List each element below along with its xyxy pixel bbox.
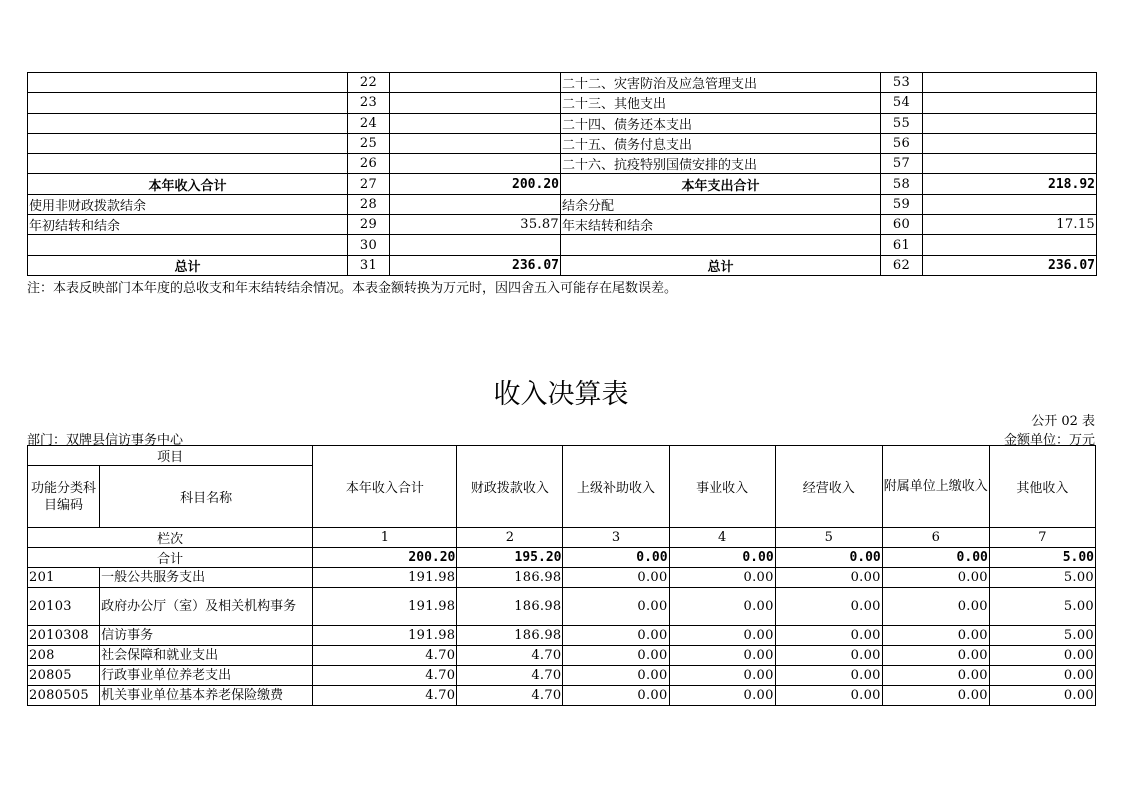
left-amount bbox=[390, 113, 561, 133]
func-code: 201 bbox=[28, 568, 100, 588]
total-value: 0.00 bbox=[882, 548, 989, 568]
amount: 0.00 bbox=[563, 646, 669, 666]
header-col: 上级补助收入 bbox=[563, 446, 669, 528]
amount: 0.00 bbox=[775, 646, 882, 666]
amount: 0.00 bbox=[563, 686, 669, 706]
left-amount bbox=[390, 194, 561, 214]
right-label: 结余分配 bbox=[561, 194, 881, 214]
header-func-code: 功能分类科目编码 bbox=[28, 466, 100, 528]
right-amount bbox=[923, 113, 1097, 133]
table-row bbox=[28, 113, 1097, 133]
amount: 0.00 bbox=[882, 626, 989, 646]
table-row bbox=[28, 568, 1096, 588]
amount: 4.70 bbox=[457, 646, 563, 666]
balance-summary-table bbox=[27, 72, 1097, 276]
table-row bbox=[28, 133, 1097, 153]
form-code: 公开 02 表 bbox=[1031, 414, 1095, 429]
income-table bbox=[27, 445, 1096, 706]
amount: 186.98 bbox=[457, 568, 563, 588]
row-no-label: 栏次 bbox=[28, 528, 313, 548]
amount: 186.98 bbox=[457, 626, 563, 646]
total-value: 0.00 bbox=[563, 548, 669, 568]
amount: 0.00 bbox=[563, 588, 669, 626]
row-no: 4 bbox=[669, 528, 775, 548]
left-label bbox=[28, 93, 348, 113]
right-row-no: 60 bbox=[881, 215, 923, 235]
amount: 4.70 bbox=[457, 686, 563, 706]
table-row bbox=[28, 235, 1097, 255]
left-row-no: 22 bbox=[348, 73, 390, 93]
func-code: 208 bbox=[28, 646, 100, 666]
table-row bbox=[28, 154, 1097, 174]
amount: 0.00 bbox=[775, 666, 882, 686]
right-label: 年末结转和结余 bbox=[561, 215, 881, 235]
header-col: 本年收入合计 bbox=[313, 446, 457, 528]
table-row bbox=[28, 215, 1097, 235]
amount: 0.00 bbox=[989, 686, 1095, 706]
amount: 0.00 bbox=[669, 646, 775, 666]
right-row-no: 59 bbox=[881, 194, 923, 214]
right-row-no: 56 bbox=[881, 133, 923, 153]
table-row bbox=[28, 666, 1096, 686]
right-amount bbox=[923, 154, 1097, 174]
header-subject-name: 科目名称 bbox=[100, 466, 313, 528]
header-col: 经营收入 bbox=[775, 446, 882, 528]
right-label: 本年支出合计 bbox=[561, 174, 881, 194]
amount: 0.00 bbox=[989, 646, 1095, 666]
row-no: 6 bbox=[882, 528, 989, 548]
right-amount: 218.92 bbox=[923, 174, 1097, 194]
left-label: 本年收入合计 bbox=[28, 174, 348, 194]
table-row bbox=[28, 626, 1096, 646]
amount: 191.98 bbox=[313, 568, 457, 588]
left-row-no: 30 bbox=[348, 235, 390, 255]
left-label bbox=[28, 113, 348, 133]
amount: 0.00 bbox=[669, 666, 775, 686]
func-code: 20805 bbox=[28, 666, 100, 686]
row-no: 1 bbox=[313, 528, 457, 548]
total-value: 0.00 bbox=[669, 548, 775, 568]
amount: 0.00 bbox=[669, 588, 775, 626]
amount: 186.98 bbox=[457, 588, 563, 626]
right-label: 总计 bbox=[561, 255, 881, 275]
right-row-no: 54 bbox=[881, 93, 923, 113]
row-no: 3 bbox=[563, 528, 669, 548]
left-amount bbox=[390, 93, 561, 113]
left-amount: 236.07 bbox=[390, 255, 561, 275]
table-row bbox=[28, 174, 1097, 194]
subject-name: 信访事务 bbox=[100, 626, 313, 646]
amount: 0.00 bbox=[775, 626, 882, 646]
left-amount bbox=[390, 235, 561, 255]
func-code: 2010308 bbox=[28, 626, 100, 646]
amount: 0.00 bbox=[775, 588, 882, 626]
amount: 0.00 bbox=[775, 568, 882, 588]
header-col: 财政拨款收入 bbox=[457, 446, 563, 528]
table-row bbox=[28, 686, 1096, 706]
amount: 5.00 bbox=[989, 626, 1095, 646]
right-amount: 236.07 bbox=[923, 255, 1097, 275]
amount: 0.00 bbox=[882, 686, 989, 706]
subject-name: 一般公共服务支出 bbox=[100, 568, 313, 588]
right-amount bbox=[923, 133, 1097, 153]
left-row-no: 29 bbox=[348, 215, 390, 235]
amount: 0.00 bbox=[882, 568, 989, 588]
amount: 0.00 bbox=[563, 666, 669, 686]
left-amount bbox=[390, 154, 561, 174]
amount: 0.00 bbox=[563, 568, 669, 588]
amount: 0.00 bbox=[882, 646, 989, 666]
right-label: 二十六、抗疫特别国债安排的支出 bbox=[561, 154, 881, 174]
func-code: 20103 bbox=[28, 588, 100, 626]
right-label: 二十四、债务还本支出 bbox=[561, 113, 881, 133]
subject-name: 机关事业单位基本养老保险缴费 bbox=[100, 686, 313, 706]
row-no: 2 bbox=[457, 528, 563, 548]
table-note: 注：本表反映部门本年度的总收支和年末结转结余情况。本表金额转换为万元时，因四舍五入可能存在尾数误差。 bbox=[27, 281, 678, 296]
right-label: 二十三、其他支出 bbox=[561, 93, 881, 113]
left-amount bbox=[390, 73, 561, 93]
subject-name: 政府办公厅（室）及相关机构事务 bbox=[100, 588, 313, 626]
amount: 0.00 bbox=[775, 686, 882, 706]
right-row-no: 58 bbox=[881, 174, 923, 194]
table-row bbox=[28, 646, 1096, 666]
right-amount bbox=[923, 194, 1097, 214]
right-label bbox=[561, 235, 881, 255]
amount: 4.70 bbox=[313, 666, 457, 686]
amount: 0.00 bbox=[882, 666, 989, 686]
table-row bbox=[28, 194, 1097, 214]
total-value: 0.00 bbox=[775, 548, 882, 568]
right-row-no: 61 bbox=[881, 235, 923, 255]
amount: 191.98 bbox=[313, 626, 457, 646]
amount: 0.00 bbox=[669, 626, 775, 646]
amount: 0.00 bbox=[669, 686, 775, 706]
amount: 5.00 bbox=[989, 568, 1095, 588]
left-amount: 200.20 bbox=[390, 174, 561, 194]
left-label: 总计 bbox=[28, 255, 348, 275]
right-row-no: 57 bbox=[881, 154, 923, 174]
left-row-no: 23 bbox=[348, 93, 390, 113]
total-value: 5.00 bbox=[989, 548, 1095, 568]
department-label: 部门：双牌县信访事务中心 bbox=[27, 433, 184, 448]
total-value: 195.20 bbox=[457, 548, 563, 568]
header-project: 项目 bbox=[28, 446, 313, 466]
left-label bbox=[28, 235, 348, 255]
page-title: 收入决算表 bbox=[493, 379, 629, 410]
left-row-no: 25 bbox=[348, 133, 390, 153]
left-label bbox=[28, 73, 348, 93]
amount: 0.00 bbox=[669, 568, 775, 588]
left-label: 年初结转和结余 bbox=[28, 215, 348, 235]
left-row-no: 28 bbox=[348, 194, 390, 214]
left-amount bbox=[390, 133, 561, 153]
row-no: 7 bbox=[989, 528, 1095, 548]
amount: 0.00 bbox=[563, 626, 669, 646]
left-row-no: 26 bbox=[348, 154, 390, 174]
func-code: 2080505 bbox=[28, 686, 100, 706]
right-label: 二十五、债务付息支出 bbox=[561, 133, 881, 153]
amount: 4.70 bbox=[313, 646, 457, 666]
header-col: 其他收入 bbox=[989, 446, 1095, 528]
right-row-no: 62 bbox=[881, 255, 923, 275]
left-label bbox=[28, 133, 348, 153]
right-amount bbox=[923, 73, 1097, 93]
table-row bbox=[28, 588, 1096, 626]
right-amount bbox=[923, 93, 1097, 113]
row-no: 5 bbox=[775, 528, 882, 548]
amount: 4.70 bbox=[457, 666, 563, 686]
total-value: 200.20 bbox=[313, 548, 457, 568]
unit-label: 金额单位：万元 bbox=[1003, 433, 1095, 448]
right-amount: 17.15 bbox=[923, 215, 1097, 235]
right-row-no: 55 bbox=[881, 113, 923, 133]
header-col: 附属单位上缴收入 bbox=[882, 446, 989, 528]
table-row bbox=[28, 73, 1097, 93]
amount: 5.00 bbox=[989, 588, 1095, 626]
amount: 4.70 bbox=[313, 686, 457, 706]
left-row-no: 24 bbox=[348, 113, 390, 133]
header-col: 事业收入 bbox=[669, 446, 775, 528]
table-row bbox=[28, 255, 1097, 275]
right-row-no: 53 bbox=[881, 73, 923, 93]
amount: 0.00 bbox=[882, 588, 989, 626]
left-row-no: 31 bbox=[348, 255, 390, 275]
total-label: 合计 bbox=[28, 548, 313, 568]
right-label: 二十二、灾害防治及应急管理支出 bbox=[561, 73, 881, 93]
left-amount: 35.87 bbox=[390, 215, 561, 235]
amount: 0.00 bbox=[989, 666, 1095, 686]
left-label bbox=[28, 154, 348, 174]
right-amount bbox=[923, 235, 1097, 255]
table-row bbox=[28, 93, 1097, 113]
left-row-no: 27 bbox=[348, 174, 390, 194]
subject-name: 社会保障和就业支出 bbox=[100, 646, 313, 666]
subject-name: 行政事业单位养老支出 bbox=[100, 666, 313, 686]
left-label: 使用非财政拨款结余 bbox=[28, 194, 348, 214]
amount: 191.98 bbox=[313, 588, 457, 626]
